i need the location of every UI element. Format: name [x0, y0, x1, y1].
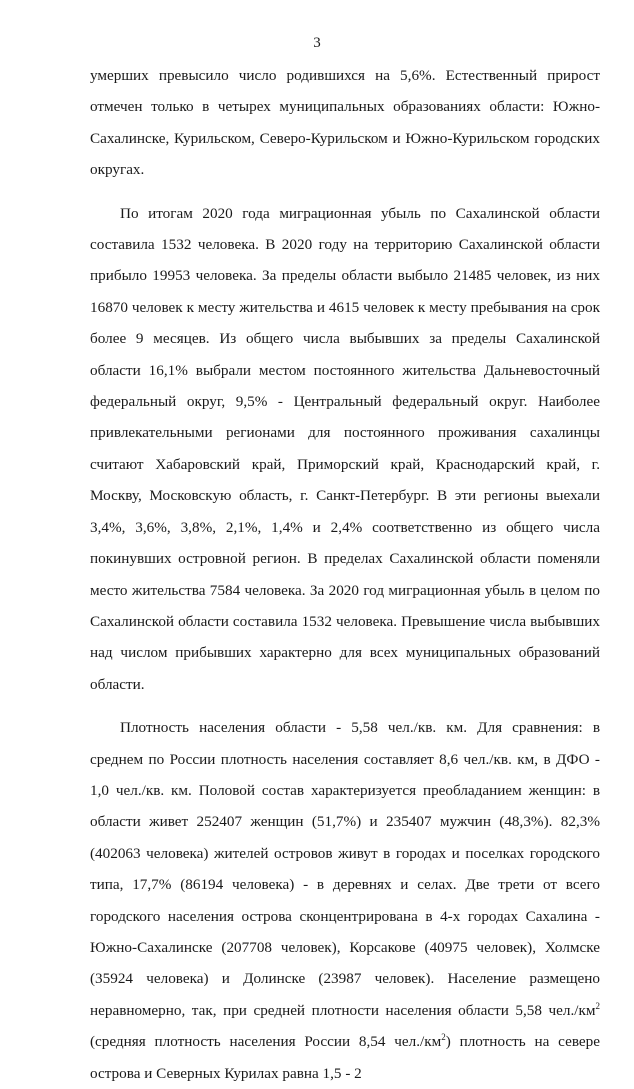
text-run: Плотность населения области - 5,58 чел./кв. км. Для сравнения: в среднем по России плотность населения составляет 8,6 чел./кв. км, в ДФО - 1,0 чел./кв. км. Половой состав характеризуется преобладанием женщин: в области живет 252407 женщин (51,7%) и 235407 мужчин (48,3%). 82,3% (402063 человека) жителей островов живут в городах и поселках городского типа, 17,7% (86194 человека) - в деревнях и селах. Две трети от всего городского населения острова сконцентрирована в 4-х городах Сахалина - Южно-Сахалинске (207708 человек), Корсакове (40975 человек), Холмске (35924 человека) и Долинске (23987 человек). Население размещено неравномерно, так, при средней плотности населения области 5,58 чел./км [90, 719, 600, 1019]
text-run: умерших превысило число родившихся на 5,6%. Естественный прирост отмечен только в четырех муниципальных образованиях области: Южно-Сахалинске, Курильском, Северо-Курильском и Южно-Курильском городских округах. [90, 67, 600, 179]
paragraph-1 [90, 60, 600, 186]
paragraph-2 [90, 198, 600, 701]
paragraph-3 [90, 712, 600, 1089]
superscript: 2 [595, 1000, 600, 1011]
superscript: 2 [441, 1032, 446, 1043]
text-run: По итогам 2020 года миграционная убыль по Сахалинской области составила 1532 человека. В 2020 году на территорию Сахалинской области прибыло 19953 человека. За пределы области выбыло 21485 человек, из них 16870 человек к месту жительства и 4615 человек к месту пребывания на срок более 9 месяцев. Из общего числа выбывших за пределы Сахалинской области 16,1% выбрали местом постоянного жительства Дальневосточный федеральный округ, 9,5% - Центральный федеральный округ. Наиболее привлекательными регионами для постоянного проживания сахалинцы считают Хабаровский край, Приморский край, Краснодарский край, г. Москву, Московскую область, г. Санкт-Петербург. В эти регионы выехали 3,4%, 3,6%, 3,8%, 2,1%, 1,4% и 2,4% соответственно из общего числа покинувших островной регион. В пределах Сахалинской области поменяли место жительства 7584 человека. За 2020 год миграционная убыль в целом по Сахалинской области составила 1532 человека. Превышение числа выбывших над числом прибывших характерно для всех муниципальных образований области. [90, 204, 600, 693]
body-text [90, 60, 600, 1089]
text-run: ) плотность на севере острова и Северных Курилах равна 1,5 - 2 [90, 1033, 600, 1082]
page-number: 3 [313, 35, 321, 51]
text-run: (средняя плотность населения России 8,54 чел./км [90, 1033, 442, 1051]
